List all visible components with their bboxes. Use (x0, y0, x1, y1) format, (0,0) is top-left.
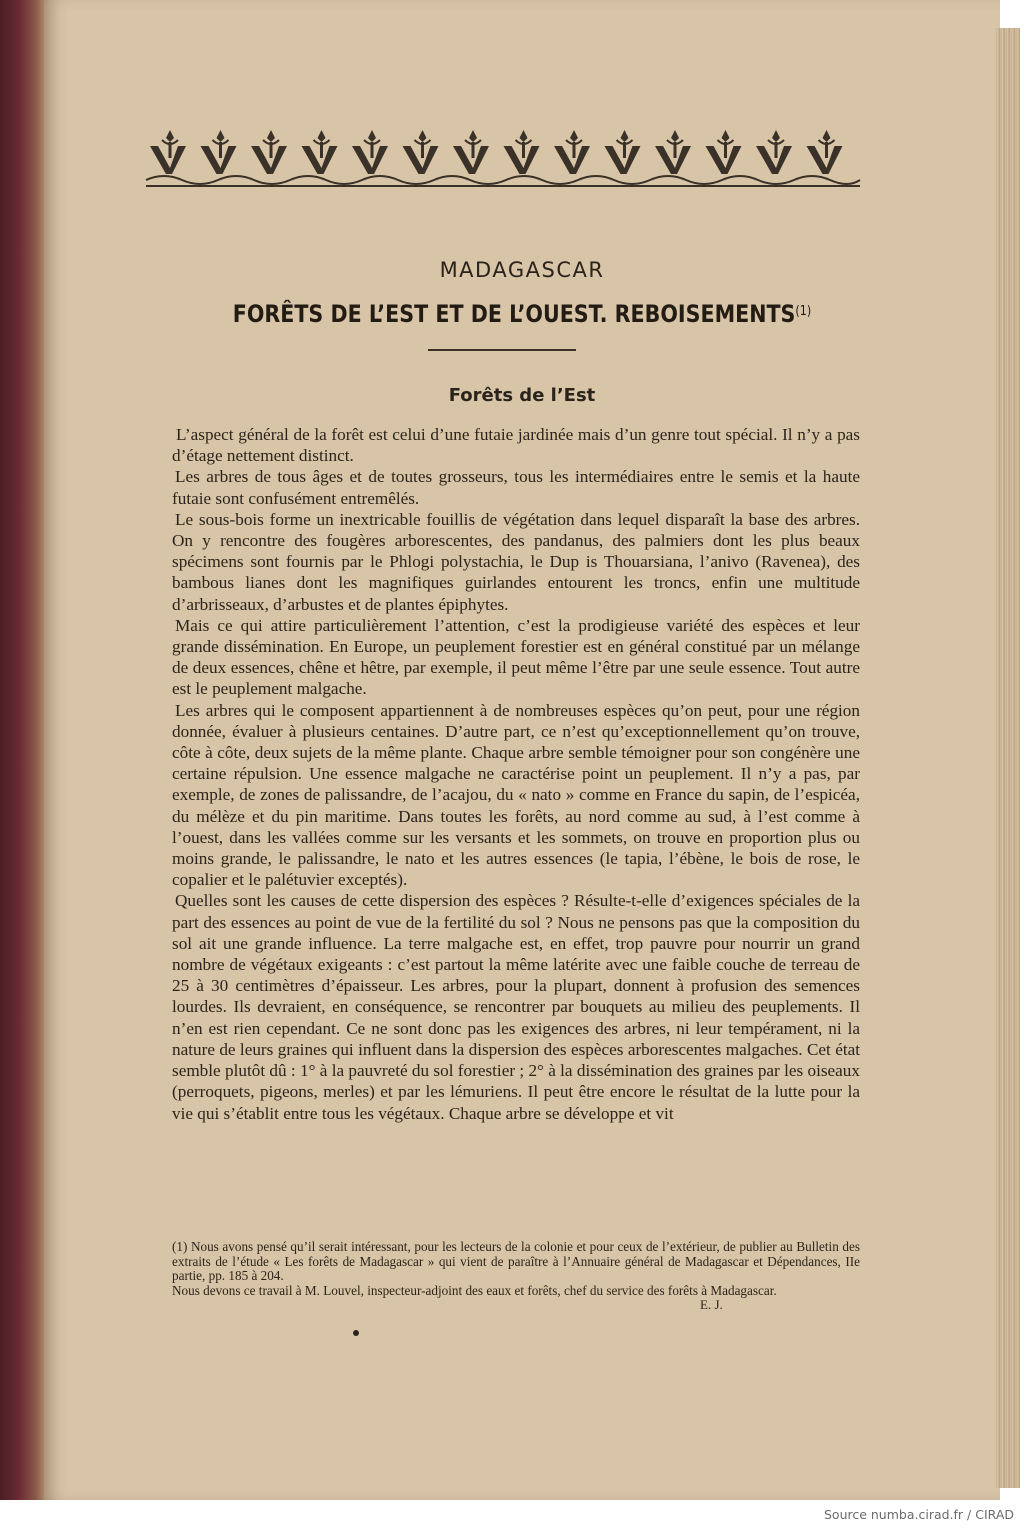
footnote-marker: (1) (795, 304, 812, 319)
paragraph: Le sous-bois forme un inextricable fouillis de végétation dans lequel disparaît la base des arbres. On y rencontre des fougères arborescentes, des pandanus, des palmiers dont les plus beaux spécimens sont fournis par le Phlogi polystachia, le Dup is Thouarsiana, l’anivo (Ravenea), des bambous lianes dont les magnifiques guirlandes entourent les troncs, enfin une multitude d’arbrisseaux, d’arbustes et de plantes épiphytes. (172, 509, 860, 614)
decorative-header-ornament (144, 124, 862, 190)
ornament-motif (605, 130, 641, 174)
ink-dot (353, 1330, 359, 1336)
title-rule (428, 349, 576, 351)
ornament-motif (403, 130, 439, 174)
paragraph: Mais ce qui attire particulièrement l’attention, c’est la prodigieuse variété des espèces et leur grande dissémination. En Europe, un peuplement forestier est en général constitué par un mélange de deux essences, chêne et hêtre, par exemple, il peut même l’être par une seule essence. Tout autre est le peuplement malgache. (172, 615, 860, 699)
ornament-motif (706, 130, 742, 174)
footnote: (1) Nous avons pensé qu’il serait intéressant, pour les lecteurs de la colonie et pour ceux de l’extérieur, de publier au Bulletin des extraits de l’étude « Les forêts de Madagascar » qui vient de paraître à l’Annuaire général de Madagascar et Dépendances, IIe partie, pp. 185 à 204. (172, 1239, 860, 1284)
paragraph: L’aspect général de la forêt est celui d’une futaie jardinée mais d’un genre tout spécial. Il n’y a pas d’étage nettement distinct. (172, 425, 860, 466)
ornament-motif (302, 130, 338, 174)
footnote: Nous devons ce travail à M. Louvel, inspecteur-adjoint des eaux et forêts, chef du service des forêts à Madagascar. (172, 1282, 777, 1298)
paragraph: Les arbres de tous âges et de toutes grosseurs, tous les intermédiaires entre le semis et la haute futaie sont confusément entremêlés. (172, 467, 860, 508)
article-title (111, 300, 933, 328)
ornament-motif (453, 130, 489, 174)
book-spine (0, 0, 48, 1500)
article-title-text: FORÊTS DE L’EST ET DE L’OUEST. REBOISEMENTS (232, 300, 796, 328)
ornament-motif (756, 130, 792, 174)
footnotes (172, 1240, 860, 1298)
ornament-motif (655, 130, 691, 174)
paragraph: Les arbres qui le composent appartiennent à de nombreuses espèces qu’on peut, pour une région donnée, évaluer à plusieurs centaines. D’autre part, ce n’est qu’exceptionnellement qu’on trouve, côte à côte, deux sujets de la même plante. Chaque arbre semble témoigner pour son congénère une certaine répulsion. Une essence malgache ne caractérise point un peuplement. Il n’y a pas, par exemple, de zones de palissandre, de l’acajou, du « nato » comme en France du sapin, de l’espicéa, du mélèze et du pin maritime. Dans toutes les forêts, au nord comme au sud, à l’est comme à l’ouest, dans les vallées comme sur les versants et les sommets, on trouve en proportion plus ou moins grande, le palissandre, le nato et les autres essences (le tapia, l’ébène, le bois de rose, le copalier et le palétuvier exceptés). (172, 700, 860, 890)
section-title: MADAGASCAR (439, 258, 605, 282)
paragraph: Quelles sont les causes de cette dispersion des espèces ? Résulte-t-elle d’exigences spéciales de la part des essences au point de vue de la fertilité du sol ? Nous ne pensons pas que la composition du sol ait une grande influence. La terre malgache est, en effet, trop pauvre pour nourrir un grand nombre de végétaux exigeants : c’est partout la même latérite avec une faible couche de terreau de 25 à 30 centimètres d’épaisseur. Les arbres, pour la plupart, donnent à profusion des semences lourdes. Ils devraient, en conséquence, se rencontrer par bouquets au milieu des peuplements. Il n’en est rien cependant. Ce ne sont donc pas les exigences des arbres, ni leur tempérament, ni la nature de leurs graines qui influent dans la dispersion des espèces arborescentes malgaches. Cet état semble plutôt dû : 1° à la pauvreté du sol forestier ; 2° à la dissémination des graines par les oiseaux (perroquets, pigeons, merles) et par les lémuriens. Il peut être encore le résultat de la lutte pour la vie qui s’établit entre tous les végétaux. Chaque arbre se développe et vit (172, 891, 860, 1123)
source-credit: Source numba.cirad.fr / CIRAD (823, 1507, 1014, 1522)
ornament-motif (352, 130, 388, 174)
ornament-motif (251, 130, 287, 174)
subsection-title: Forêts de l’Est (448, 385, 596, 406)
article-body (172, 424, 860, 1124)
ornament-motif (554, 130, 590, 174)
footnote-signature: E. J. (700, 1297, 723, 1312)
ornament-motif (150, 130, 186, 174)
ornament-motif (201, 130, 237, 174)
page-edges (996, 28, 1020, 1488)
ornament-motif (807, 130, 843, 174)
ornament-motif (504, 130, 540, 174)
